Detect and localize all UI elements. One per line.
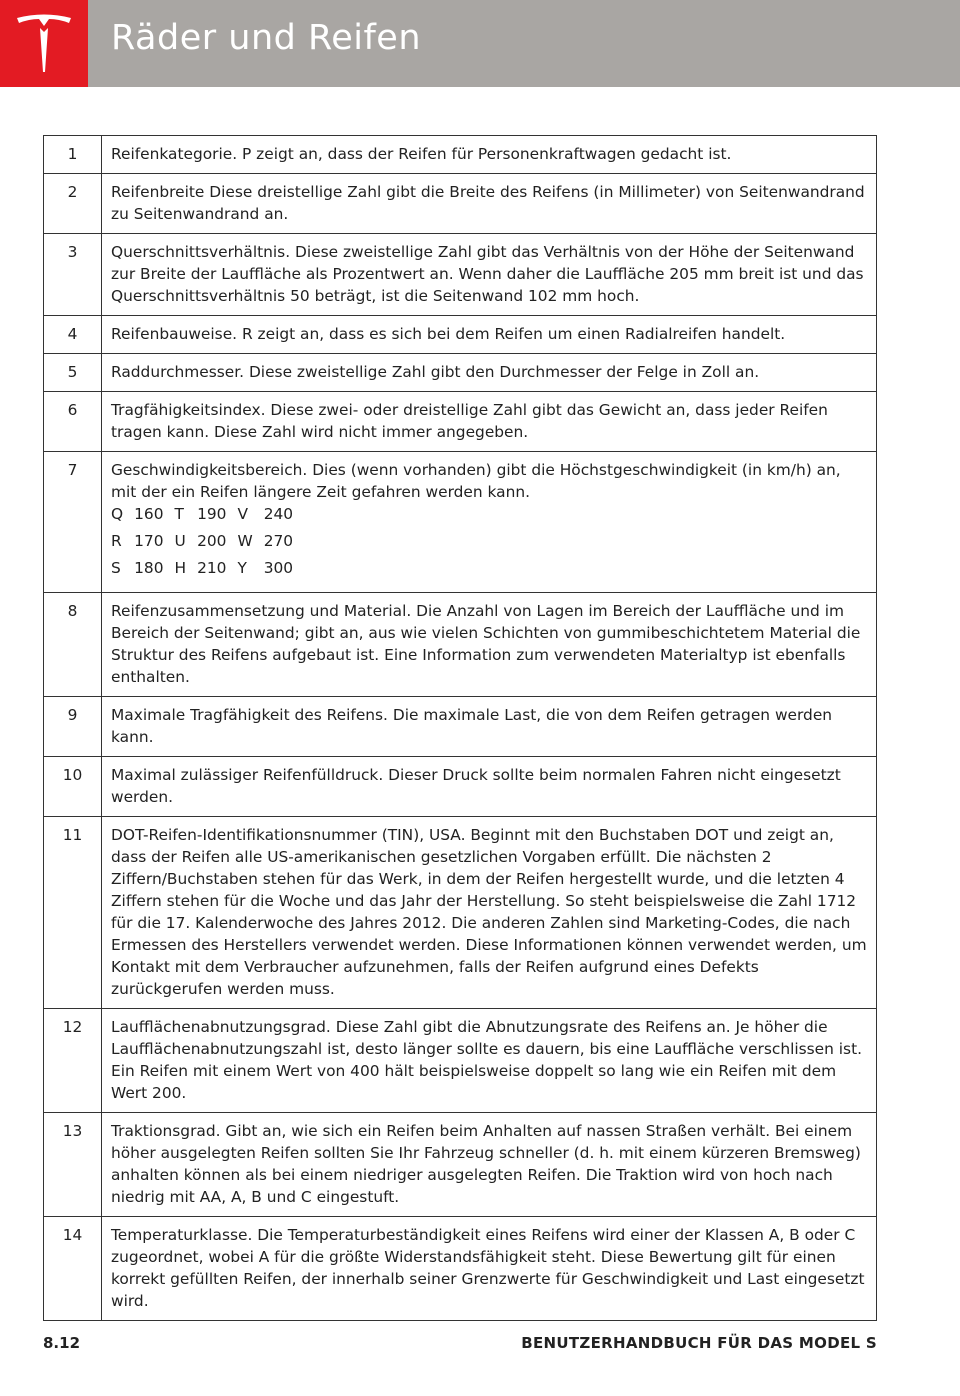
row-description-cell: [102, 697, 877, 757]
manual-title: BENUTZERHANDBUCH FÜR DAS MODEL S: [521, 1334, 877, 1352]
row-description: Laufflächenabnutzungsgrad. Diese Zahl gibt die Abnutzungsrate des Reifens an. Je höher die Laufflächenabnutzungszahl ist, desto länger sollte es dauern, bis eine Lauffläche verschlissen ist. Ein Reifen mit einem Wert von 400 hält beispielsweise doppelt so lang wie ein Reifen mit dem Wert 200.: [111, 1018, 863, 1102]
header-bar: [0, 0, 960, 87]
row-description-cell: [102, 817, 877, 1009]
table-row: [44, 817, 877, 1009]
row-number: 3: [44, 234, 102, 316]
row-description: DOT-Reifen-Identifikationsnummer (TIN), USA. Beginnt mit den Buchstaben DOT und zeigt an, dass der Reifen alle US-amerikanischen gesetzlichen Vorgaben erfüllt. Die nächsten 2 Ziffern/Buchstaben stehen für das Werk, in dem der Reifen hergestellt wurde, und die letzten 4 Ziffern stehen für die Woche und das Jahr der Herstellung. So steht beispielsweise die Zahl 1712 für die 17. Kalenderwoche des Jahres 2012. Die anderen Zahlen sind Marketing-Codes, die nach Ermessen des Herstellers verwendet werden. Diese Informationen können verwendet werden, um Kontakt mit dem Verbraucher aufzunehmen, falls der Reifen aufgrund eines Defekts zurückgerufen werden muss.: [111, 826, 867, 998]
row-description-cell: [102, 452, 877, 593]
table-row: [44, 452, 877, 593]
row-description-cell: [102, 234, 877, 316]
row-number: 8: [44, 593, 102, 697]
row-description-cell: [102, 593, 877, 697]
table-row: [44, 354, 877, 392]
row-number: 4: [44, 316, 102, 354]
logo-box: [0, 0, 88, 87]
row-description: Reifenbreite Diese dreistellige Zahl gibt die Breite des Reifens (in Millimeter) von Seitenwandrand zu Seitenwandrand an.: [111, 183, 865, 223]
page-title: Räder und Reifen: [111, 18, 422, 58]
speed-rating-letter: U: [174, 532, 186, 550]
speed-rating-value: 160: [134, 505, 164, 523]
row-number: 14: [44, 1217, 102, 1321]
speed-rating-value: 180: [134, 559, 164, 577]
table-row: [44, 234, 877, 316]
table-row: [44, 1113, 877, 1217]
tire-spec-table: [43, 135, 877, 1321]
table-row: [44, 136, 877, 174]
row-number: 12: [44, 1009, 102, 1113]
table-row: [44, 757, 877, 817]
table-row: [44, 697, 877, 757]
row-description-cell: [102, 136, 877, 174]
table-row: [44, 593, 877, 697]
speed-rating-value: 240: [263, 505, 294, 523]
row-description: Reifenzusammensetzung und Material. Die Anzahl von Lagen im Bereich der Lauffläche und im Bereich der Seitenwand; gibt an, aus wie vielen Schichten von gummibeschichtetem Material die Struktur des Reifens aufgebaut ist. Eine Information zum verwendeten Materialtyp ist ebenfalls enthalten.: [111, 602, 861, 686]
row-description: Querschnittsverhältnis. Diese zweistellige Zahl gibt das Verhältnis von der Höhe der Seitenwand zur Breite der Lauffläche als Prozentwert an. Wenn daher die Lauffläche 205 mm breit ist und das Querschnittsverhältnis 50 beträgt, ist die Seitenwand 102 mm hoch.: [111, 243, 864, 305]
speed-rating-row: [111, 557, 304, 584]
row-description-cell: [102, 392, 877, 452]
row-number: 6: [44, 392, 102, 452]
tesla-logo-icon: [14, 12, 74, 74]
speed-rating-letter: H: [174, 559, 187, 577]
row-number: 10: [44, 757, 102, 817]
speed-rating-value: 200: [197, 532, 227, 550]
row-number: 11: [44, 817, 102, 1009]
speed-rating-value: 300: [263, 559, 294, 577]
row-description: Traktionsgrad. Gibt an, wie sich ein Reifen beim Anhalten auf nassen Straßen verhält. Bei einem höher ausgelegten Reifen sollten Sie Ihr Fahrzeug schneller (d. h. mit einem kürzeren Bremsweg) anhalten können als bei einem niedriger ausgelegten Reifen. Die Traktion wird von hoch nach niedrig mit AA, A, B und C eingestuft.: [111, 1122, 861, 1206]
table-row: [44, 174, 877, 234]
speed-rating-letter: V: [237, 505, 249, 523]
speed-rating-letter: S: [111, 559, 121, 577]
row-number: 9: [44, 697, 102, 757]
row-number: 7: [44, 452, 102, 593]
row-description: Tragfähigkeitsindex. Diese zwei- oder dreistellige Zahl gibt das Gewicht an, dass jeder Reifen tragen kann. Diese Zahl wird nicht immer angegeben.: [111, 401, 828, 441]
table-row: [44, 316, 877, 354]
row-description: Maximale Tragfähigkeit des Reifens. Die maximale Last, die von dem Reifen getragen werden kann.: [111, 706, 833, 746]
row-number: 1: [44, 136, 102, 174]
speed-rating-row: [111, 503, 304, 530]
row-description: Geschwindigkeitsbereich. Dies (wenn vorhanden) gibt die Höchstgeschwindigkeit (in km/h) an, mit der ein Reifen längere Zeit gefahren werden kann.: [111, 461, 841, 501]
table-row: [44, 392, 877, 452]
row-number: 5: [44, 354, 102, 392]
row-description: Reifenkategorie. P zeigt an, dass der Reifen für Personenkraftwagen gedacht ist.: [111, 145, 732, 163]
row-description-cell: [102, 1217, 877, 1321]
row-description: Raddurchmesser. Diese zweistellige Zahl gibt den Durchmesser der Felge in Zoll an.: [111, 363, 760, 381]
speed-rating-value: 270: [263, 532, 294, 550]
row-description-cell: [102, 174, 877, 234]
table-row: [44, 1009, 877, 1113]
row-description-cell: [102, 354, 877, 392]
row-description-cell: [102, 316, 877, 354]
speed-rating-letter: R: [111, 532, 122, 550]
speed-rating-letter: Y: [237, 559, 247, 577]
row-number: 2: [44, 174, 102, 234]
row-description-cell: [102, 1113, 877, 1217]
speed-rating-letter: T: [174, 505, 184, 523]
row-description: Temperaturklasse. Die Temperaturbeständigkeit eines Reifens wird einer der Klassen A, B oder C zugeordnet, wobei A für die größte Widerstandsfähigkeit steht. Diese Bewertung gilt für einen korrekt gefüllten Reifen, der innerhalb seiner Grenzwerte für Geschwindigkeit und Last eingesetzt wird.: [111, 1226, 865, 1310]
row-description: Reifenbauweise. R zeigt an, dass es sich bei dem Reifen um einen Radialreifen handelt.: [111, 325, 786, 343]
speed-rating-table: [111, 503, 304, 584]
speed-rating-letter: Q: [111, 505, 124, 523]
table-row: [44, 1217, 877, 1321]
row-description-cell: [102, 757, 877, 817]
page-number: 8.12: [43, 1334, 81, 1352]
row-description-cell: [102, 1009, 877, 1113]
speed-rating-letter: W: [237, 532, 253, 550]
speed-rating-row: [111, 530, 304, 557]
speed-rating-value: 210: [197, 559, 227, 577]
speed-rating-value: 170: [134, 532, 164, 550]
row-description: Maximal zulässiger Reifenfülldruck. Dieser Druck sollte beim normalen Fahren nicht eingesetzt werden.: [111, 766, 841, 806]
speed-rating-value: 190: [197, 505, 227, 523]
row-number: 13: [44, 1113, 102, 1217]
